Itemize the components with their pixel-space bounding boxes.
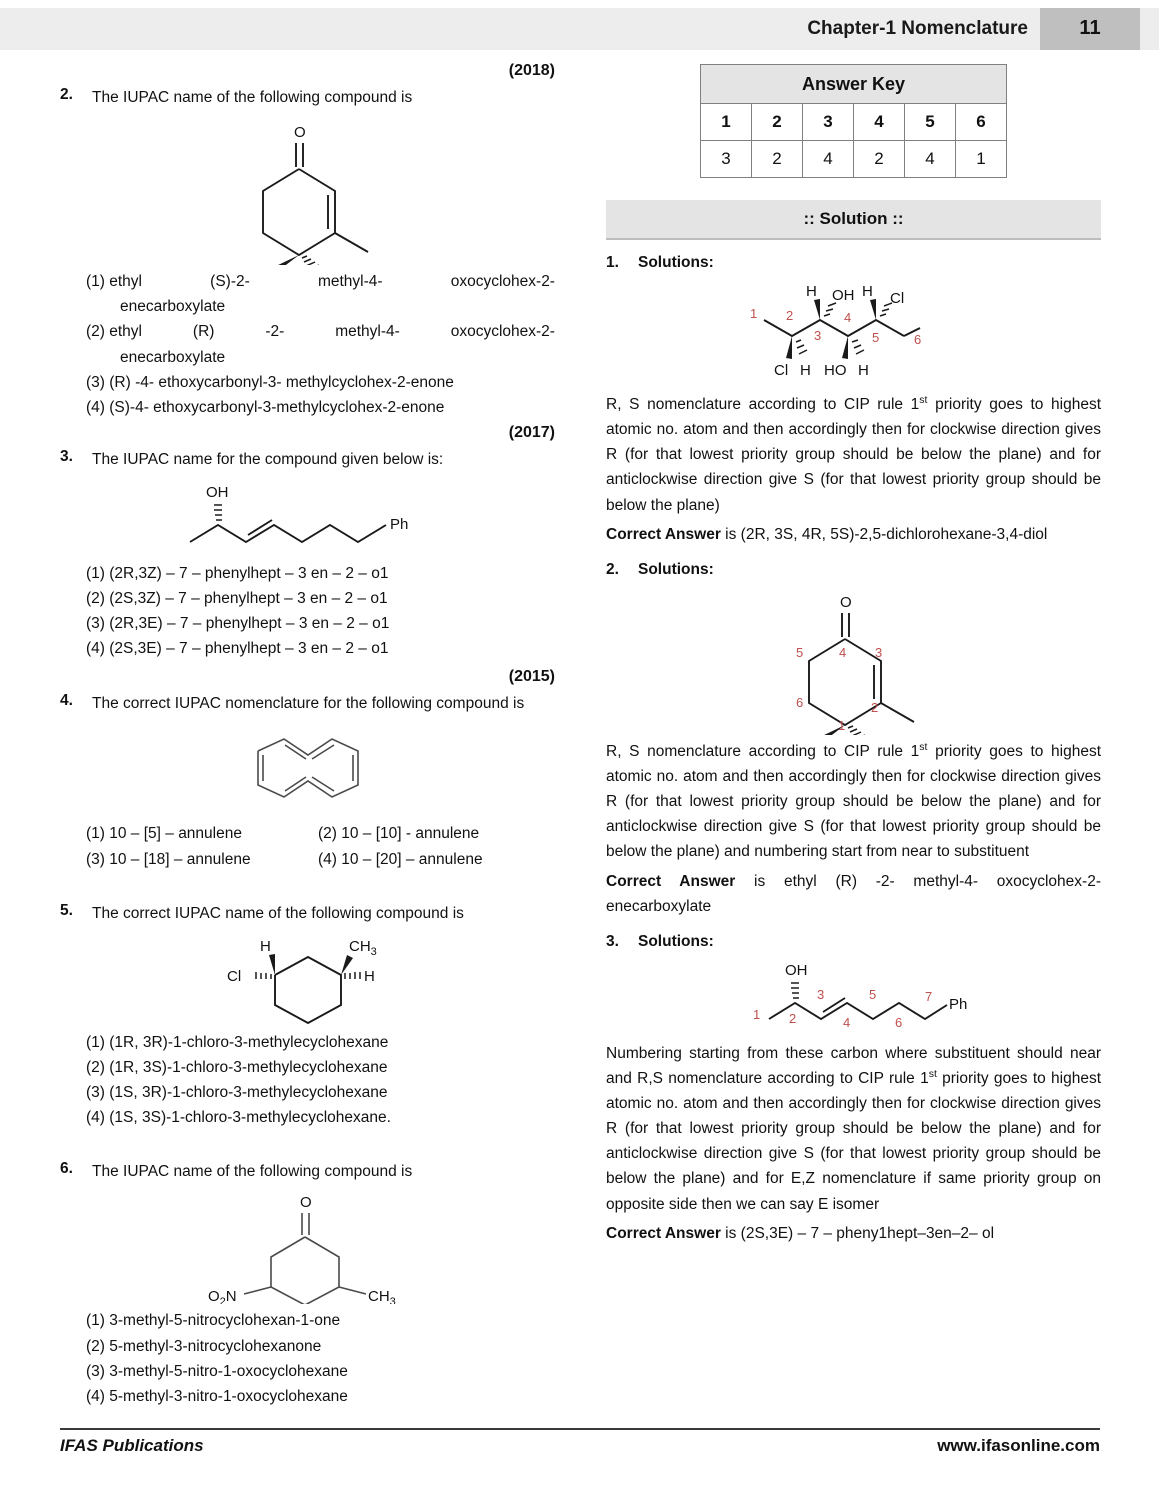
left-column: [60, 62, 555, 1409]
structure-label-h-bottom-2: H: [857, 362, 869, 379]
carbon-number-4: 4: [842, 1014, 850, 1030]
answer-key-answer-4: 2: [854, 141, 905, 178]
carbon-number-3: 3: [816, 986, 824, 1002]
structure-label-cl: Cl: [226, 967, 241, 985]
solution-2-heading: [606, 561, 1101, 579]
structure-label-oxygen: O: [293, 124, 306, 142]
answer-key-question-6: 6: [956, 104, 1007, 141]
answer-key-answer-6: 1: [956, 141, 1007, 178]
solution-2-label: Solutions:: [638, 560, 714, 578]
question-3-structure: [60, 477, 555, 557]
option-row-2: [86, 847, 555, 873]
solution-2-answer: Correct Answer is ethyl (R) -2- methyl-4- oxocyclohex-2- enecarboxylate: [606, 872, 1101, 915]
hash-bond: [848, 726, 865, 735]
answer-key-question-1: 1: [701, 104, 752, 141]
option-1[interactable]: (1) (1R, 3R)-1-chloro-3-methylecyclohexane: [86, 1033, 389, 1051]
footer-publisher: IFAS Publications: [60, 1436, 204, 1455]
option-4[interactable]: (4) 5-methyl-3-nitro-1-oxocyclohexane: [86, 1387, 348, 1405]
carbon-number-1: 1: [752, 1006, 760, 1022]
carbon-number-5: 5: [871, 330, 879, 345]
structure-label-methyl: $CH_3$: [367, 1288, 396, 1305]
option-2[interactable]: (2) (2S,3Z) – 7 – phenylhept – 3 en – 2 – o1: [86, 590, 388, 608]
option-2[interactable]: (2) (1R, 3S)-1-chloro-3-methylecyclohexane: [86, 1058, 388, 1076]
answer-key-question-3: 3: [803, 104, 854, 141]
question-3-options: [86, 561, 555, 661]
structure-label-oh: OH: [205, 484, 228, 502]
question-5-structure: [60, 931, 555, 1026]
hash-bond: [824, 303, 836, 316]
hash-bond: [302, 256, 319, 265]
option-1[interactable]: (1) 3-methyl-5-nitrocyclohexan-1-one: [86, 1312, 341, 1330]
question-2-text: The IUPAC name of the following compound is: [92, 89, 413, 106]
carbon-number-1: 1: [749, 306, 757, 321]
structure-label-cl-bottom: Cl: [773, 362, 788, 379]
question-5-options: [86, 1030, 555, 1130]
footer-divider: [60, 1428, 1100, 1430]
answer-key-header-row: [701, 104, 1007, 141]
carbon-number-6: 6: [795, 694, 803, 710]
option-4[interactable]: (4) (S)-4- ethoxycarbonyl-3-methylcyclohex-2-enone: [86, 398, 445, 416]
structure-label-oxygen: O: [299, 1194, 312, 1212]
question-2-number: 2.: [60, 86, 73, 103]
structure-label-cl-top-right: Cl: [889, 290, 904, 307]
carbon-number-6: 6: [913, 332, 921, 347]
solution-3-paragraph: Numbering starting from these carbon where substituent should near and R,S nomenclature according to CIP rule 1st priority goes to highest atomic no. atom and then accordingly then for clockwise direction gives R (for that lowest priority group should be below the plane) and for anticlockwise direction give S (for that lowest priority group should be below the plane) and for E,Z nomenclature if same priority group on opposite side then we can say E isomer: [606, 1044, 1101, 1213]
solution-1-number: 1.: [606, 254, 619, 271]
answer-key-question-4: 4: [854, 104, 905, 141]
solution-3-answer: Correct Answer is (2S,3E) – 7 – pheny1hept–3en–2– ol: [606, 1224, 995, 1242]
question-3-number: 3.: [60, 447, 73, 465]
answer-key-title: Answer Key: [701, 65, 1007, 104]
carbon-number-4: 4: [843, 310, 851, 325]
carbon-number-5: 5: [868, 986, 876, 1002]
answer-key-table: [700, 64, 1007, 178]
option-3[interactable]: (3) (R) -4- ethoxycarbonyl-3- methylcyclohex-2-enone: [86, 373, 454, 391]
page-header: [0, 8, 1159, 50]
question-6: [60, 1160, 555, 1183]
solution-bar: :: Solution ::: [606, 200, 1101, 240]
question-4-number: 4.: [60, 691, 73, 709]
carbon-number-3: 3: [874, 644, 882, 660]
carbon-number-2: 2: [785, 308, 793, 323]
question-4-structure: [60, 729, 555, 809]
structure-label-h-top-left: H: [805, 283, 817, 300]
option-1-continuation: enecarboxylate: [120, 298, 226, 316]
option-1[interactable]: (1) 10 – [5] – annulene: [86, 824, 242, 842]
answer-key-answer-row: [701, 141, 1007, 178]
page-number: 11: [1079, 17, 1101, 39]
carbon-number-7: 7: [924, 988, 932, 1004]
question-2: [60, 86, 555, 109]
structure-label-h-right: H: [363, 967, 375, 985]
solution-3-structure: [606, 957, 1101, 1037]
question-4-options: [86, 821, 555, 874]
answer-key-wrapper: [606, 64, 1101, 178]
answer-key-answer-3: 4: [803, 141, 854, 178]
answer-key-question-2: 2: [752, 104, 803, 141]
hash-bond: [791, 983, 799, 998]
structure-label-h-left: H: [259, 937, 271, 955]
option-3[interactable]: (3) (1S, 3R)-1-chloro-3-methylecyclohexane: [86, 1084, 388, 1101]
carbon-number-4: 4: [838, 644, 846, 660]
structure-label-ch3: $CH_3$: [348, 937, 377, 958]
solution-1-structure: [606, 278, 1101, 388]
solution-3-heading: [606, 933, 1101, 951]
option-2[interactable]: (2) ethyl (R) -2- methyl-4- oxocyclohex-2-: [86, 323, 555, 341]
question-5-text: The correct IUPAC name of the following compound is: [92, 904, 464, 922]
carbon-number-2: 2: [870, 699, 878, 715]
solution-3-number: 3.: [606, 932, 619, 950]
question-4-text: The correct IUPAC nomenclature for the following compound is: [92, 694, 525, 712]
question-3: [60, 448, 555, 471]
carbon-number-6: 6: [894, 1014, 902, 1030]
solution-2-structure: [606, 585, 1101, 735]
question-3-year: (2017): [508, 423, 555, 441]
option-2[interactable]: (2) 10 – [10] - annulene: [318, 824, 480, 842]
option-2[interactable]: (2) 5-methyl-3-nitrocyclohexanone: [86, 1337, 322, 1355]
hash-bond: [796, 340, 807, 354]
solution-1-label: Solutions:: [638, 254, 714, 271]
page-number-box: [1040, 8, 1140, 50]
solution-1-heading: [606, 254, 1101, 272]
option-3[interactable]: (3) 3-methyl-5-nitro-1-oxocyclohexane: [86, 1362, 348, 1380]
option-1[interactable]: (1) ethyl (S)-2- methyl-4- oxocyclohex-2-: [86, 273, 555, 291]
solution-2-number: 2.: [606, 560, 619, 578]
solution-2-paragraph: R, S nomenclature according to CIP rule 1st priority goes to highest atomic no. atom and then accordingly then for clockwise direction gives R (for that lowest priority group should be below the plane) and for anticlockwise direction give S (for that lowest priority group should be below the plane) and numbering start from near to substituent: [606, 740, 1101, 861]
page-footer: [60, 1436, 1100, 1456]
question-2-structure: [60, 115, 555, 265]
solution-1-answer: Correct Answer is (2R, 3S, 4R, 5S)-2,5-dichlorohexane-3,4-diol: [606, 525, 1048, 543]
question-5: [60, 902, 555, 925]
page-title: Chapter-1 Nomenclature: [807, 18, 1028, 39]
structure-label-h-top-right: H: [861, 283, 873, 300]
structure-label-ch3-subscript: 3: [370, 945, 377, 958]
option-3[interactable]: (3) (2R,3E) – 7 – phenylhept – 3 en – 2 – o1: [86, 615, 390, 633]
question-4: [60, 692, 555, 715]
hash-bond-h: [345, 972, 360, 979]
question-3-text: The IUPAC name for the compound given below is:: [92, 450, 444, 468]
answer-key-answer-5: 4: [905, 141, 956, 178]
option-2-continuation: enecarboxylate: [120, 348, 226, 366]
structure-label-h-bottom-1: H: [799, 362, 811, 379]
carbon-number-1: 1: [837, 717, 845, 733]
structure-label-oh-top: OH: [831, 287, 854, 304]
structure-label-ho-bottom: HO: [823, 362, 846, 379]
question-6-options: [86, 1308, 555, 1408]
answer-key-question-5: 5: [905, 104, 956, 141]
option-1[interactable]: (1) (2R,3Z) – 7 – phenylhept – 3 en – 2 – o1: [86, 565, 389, 583]
question-2-options: [86, 269, 555, 420]
structure-label-oh: OH: [784, 961, 807, 979]
right-column: [606, 62, 1101, 1246]
option-4[interactable]: (4) (1S, 3S)-1-chloro-3-methylecyclohexane.: [86, 1109, 391, 1127]
question-6-text: The IUPAC name of the following compound is: [92, 1163, 413, 1181]
hash-bond: [852, 340, 864, 354]
option-4[interactable]: (4) 10 – [20] – annulene: [318, 851, 483, 869]
structure-label-ph: Ph: [948, 995, 967, 1013]
question-2-year: (2018): [508, 62, 555, 79]
option-4[interactable]: (4) (2S,3E) – 7 – phenylhept – 3 en – 2 – o1: [86, 640, 389, 658]
structure-label-ph: Ph: [389, 516, 408, 534]
question-4-year: (2015): [508, 667, 555, 685]
carbon-number-3: 3: [813, 328, 821, 343]
answer-key-answer-1: 3: [701, 141, 752, 178]
footer-website[interactable]: www.ifasonline.com: [937, 1436, 1100, 1455]
solution-3-label: Solutions:: [638, 932, 714, 950]
carbon-number-2: 2: [788, 1010, 796, 1026]
structure-label-nitro: $O_2N$: [207, 1288, 237, 1305]
option-3[interactable]: (3) 10 – [18] – annulene: [86, 851, 251, 869]
carbon-number-5: 5: [795, 644, 803, 660]
solution-1-paragraph: R, S nomenclature according to CIP rule 1st priority goes to highest atomic no. atom and then accordingly then for clockwise direction gives R (for that lowest priority group should be below the plane) and for anticlockwise direction give S (for that lowest priority group should be below the plane): [606, 394, 1101, 514]
question-6-structure: [60, 1189, 555, 1304]
hash-bond-cl: [256, 972, 271, 979]
structure-label-oxygen: O: [839, 593, 852, 611]
question-5-number: 5.: [60, 901, 73, 919]
answer-key-answer-2: 2: [752, 141, 803, 178]
option-row-1: [86, 821, 555, 847]
hash-bond: [214, 505, 222, 520]
question-6-number: 6.: [60, 1160, 73, 1178]
